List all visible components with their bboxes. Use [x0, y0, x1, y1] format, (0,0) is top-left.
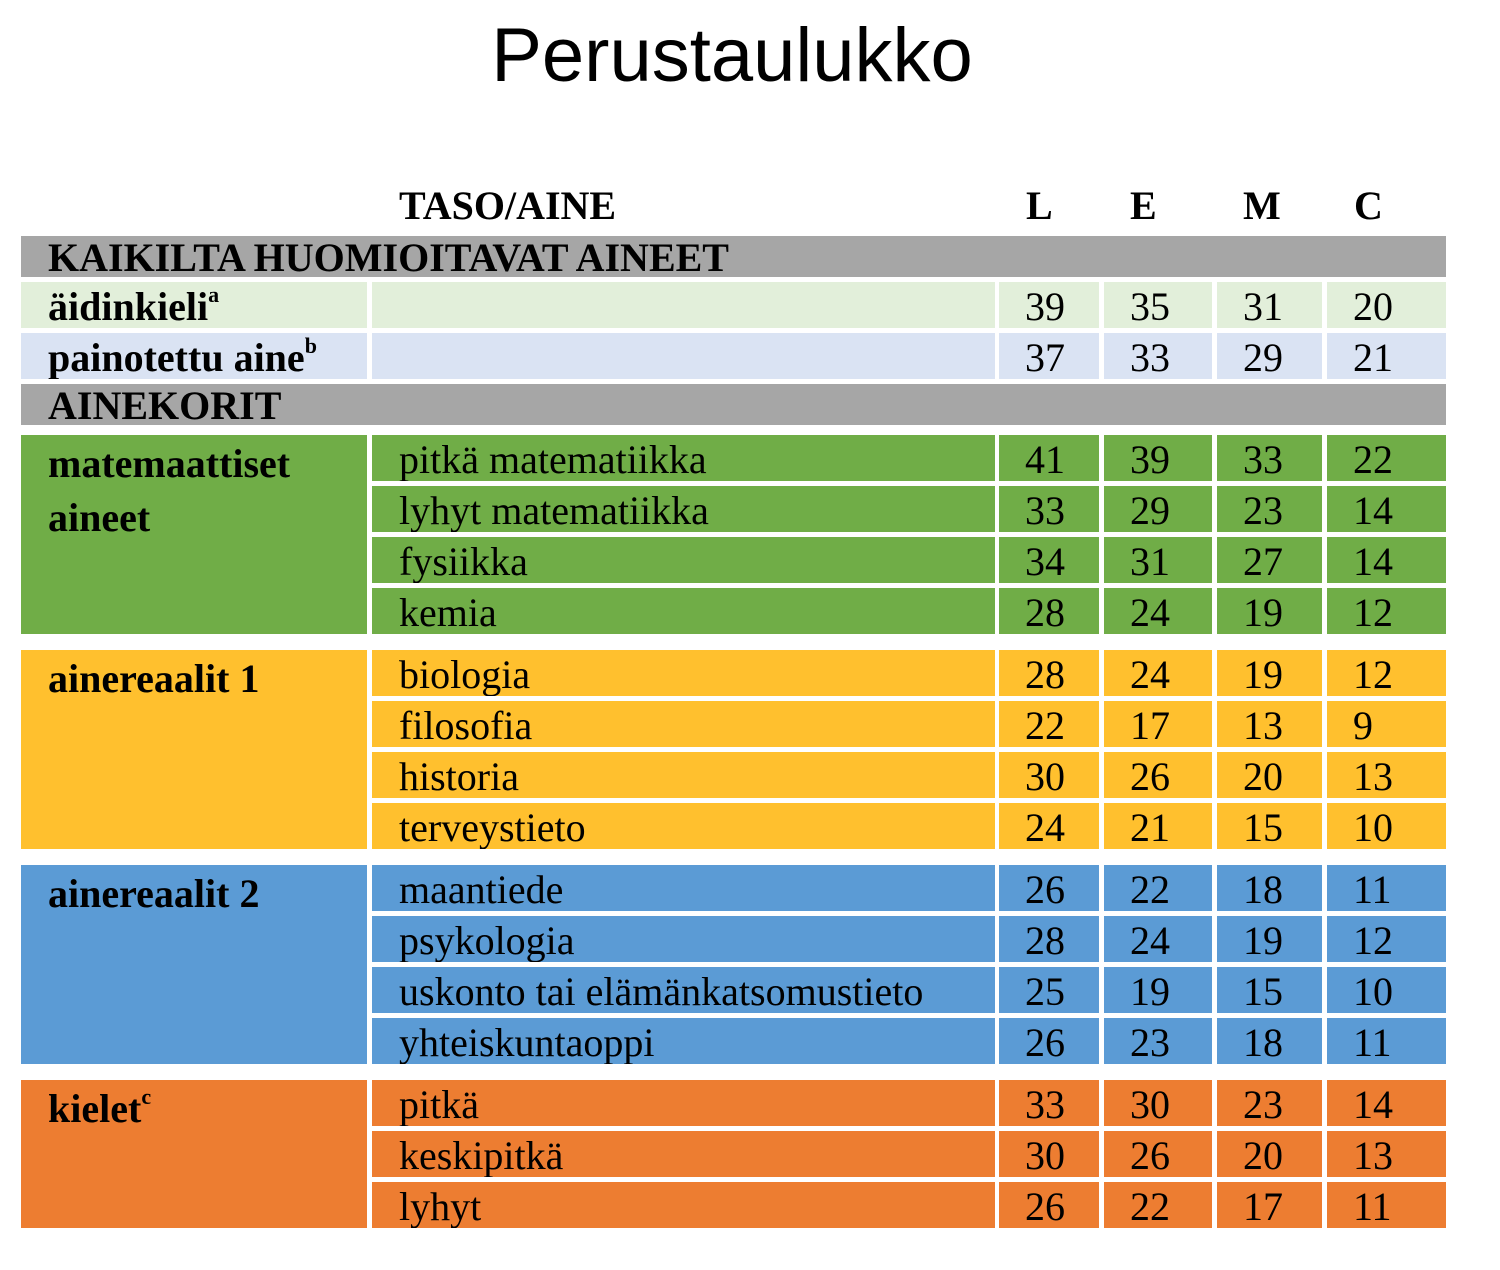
group-0-row-1-value-l: 33 — [999, 486, 1099, 532]
section-common: KAIKILTA HUOMIOITAVAT AINEET — [21, 236, 1446, 277]
group-1-row-2-value-l: 30 — [999, 752, 1099, 798]
group-0-row-1-value-c: 14 — [1327, 486, 1446, 532]
common-row-0-value-c: 20 — [1327, 282, 1446, 328]
group-name — [48, 867, 367, 921]
group-0-row-3-value-m: 19 — [1217, 588, 1322, 634]
group-3-row-0-value-e: 30 — [1104, 1080, 1212, 1126]
group-0-row-0-value-c: 22 — [1327, 435, 1446, 481]
page-title: Perustaulukko — [491, 13, 973, 98]
group-1-row-0-subject: biologia — [372, 650, 995, 696]
group-0-row-0-value-e: 39 — [1104, 435, 1212, 481]
group-name-text: ainereaalit 2 — [48, 871, 260, 916]
group-3-row-1-value-l: 30 — [999, 1131, 1099, 1177]
group-2-row-2-value-m: 15 — [1217, 967, 1322, 1013]
group-1-row-0-value-c: 12 — [1327, 650, 1446, 696]
group-0-row-3-subject: kemia — [372, 588, 995, 634]
group-3-row-0-value-l: 33 — [999, 1080, 1099, 1126]
group-1-row-3-value-l: 24 — [999, 803, 1099, 849]
group-0-row-2-value-c: 14 — [1327, 537, 1446, 583]
group-1-row-3-value-c: 10 — [1327, 803, 1446, 849]
common-row-0-value-e: 35 — [1104, 282, 1212, 328]
group-2-row-3-value-m: 18 — [1217, 1018, 1322, 1064]
group-0-row-3-value-c: 12 — [1327, 588, 1446, 634]
group-1-row-1-subject: filosofia — [372, 701, 995, 747]
group-1-row-2-subject: historia — [372, 752, 995, 798]
footnote-marker: b — [304, 333, 317, 358]
group-1-row-2-value-e: 26 — [1104, 752, 1212, 798]
common-row-1-value-e: 33 — [1104, 333, 1212, 379]
common-row-1-value-c: 21 — [1327, 333, 1446, 379]
group-1-row-1-value-e: 17 — [1104, 701, 1212, 747]
group-0-row-0-value-l: 41 — [999, 435, 1099, 481]
group-name — [48, 1082, 367, 1136]
group-0-row-3-value-l: 28 — [999, 588, 1099, 634]
group-2-row-2-value-l: 25 — [999, 967, 1099, 1013]
group-2-row-1-value-c: 12 — [1327, 916, 1446, 962]
group-1-row-3-value-e: 21 — [1104, 803, 1212, 849]
group-2-row-3-value-c: 11 — [1327, 1018, 1446, 1064]
group-0-row-2-value-m: 27 — [1217, 537, 1322, 583]
footnote-marker: c — [141, 1083, 152, 1109]
group-3-row-2-value-e: 22 — [1104, 1182, 1212, 1228]
group-1-row-3-value-m: 15 — [1217, 803, 1322, 849]
group-2-row-3-subject: yhteiskuntaoppi — [372, 1018, 995, 1064]
group-label-1 — [21, 650, 367, 849]
header-level-m: M — [1243, 183, 1281, 228]
group-1-row-0-value-e: 24 — [1104, 650, 1212, 696]
group-3-row-0-value-m: 23 — [1217, 1080, 1322, 1126]
group-2-row-3-value-l: 26 — [999, 1018, 1099, 1064]
group-2-row-0-subject: maantiede — [372, 865, 995, 911]
common-row-label-0 — [21, 282, 367, 328]
group-3-row-0-subject: pitkä — [372, 1080, 995, 1126]
group-2-row-0-value-c: 11 — [1327, 865, 1446, 911]
group-2-row-2-subject: uskonto tai elämänkatsomustieto — [372, 967, 995, 1013]
group-2-row-2-value-e: 19 — [1104, 967, 1212, 1013]
group-label-2 — [21, 865, 367, 1064]
group-3-row-2-value-c: 11 — [1327, 1182, 1446, 1228]
common-row-1-value-m: 29 — [1217, 333, 1322, 379]
group-3-row-2-value-l: 26 — [999, 1182, 1099, 1228]
group-name — [48, 437, 367, 491]
common-row-label-1 — [21, 333, 367, 379]
group-name-text: ainereaalit 1 — [48, 656, 260, 701]
common-row-0-value-l: 39 — [999, 282, 1099, 328]
group-name-text: matemaattiset — [48, 441, 291, 486]
group-1-row-2-value-m: 20 — [1217, 752, 1322, 798]
group-name-text: kielet — [48, 1086, 142, 1131]
group-0-row-0-subject: pitkä matematiikka — [372, 435, 995, 481]
group-3-row-1-value-e: 26 — [1104, 1131, 1212, 1177]
group-3-row-0-value-c: 14 — [1327, 1080, 1446, 1126]
group-1-row-0-value-l: 28 — [999, 650, 1099, 696]
header-level-l: L — [1026, 183, 1053, 228]
common-row-1-subject — [372, 333, 995, 379]
footnote-marker: a — [208, 282, 220, 307]
group-2-row-1-value-l: 28 — [999, 916, 1099, 962]
group-0-row-1-value-e: 29 — [1104, 486, 1212, 532]
header-subject: TASO/AINE — [399, 183, 617, 228]
group-2-row-1-value-m: 19 — [1217, 916, 1322, 962]
group-0-row-1-subject: lyhyt matematiikka — [372, 486, 995, 532]
group-3-row-1-value-m: 20 — [1217, 1131, 1322, 1177]
group-0-row-2-subject: fysiikka — [372, 537, 995, 583]
group-0-row-2-value-l: 34 — [999, 537, 1099, 583]
group-1-row-1-value-l: 22 — [999, 701, 1099, 747]
common-row-1-value-l: 37 — [999, 333, 1099, 379]
group-1-row-0-value-m: 19 — [1217, 650, 1322, 696]
common-row-0-subject — [372, 282, 995, 328]
common-row-0-value-m: 31 — [1217, 282, 1322, 328]
group-2-row-1-value-e: 24 — [1104, 916, 1212, 962]
group-2-row-0-value-l: 26 — [999, 865, 1099, 911]
group-3-row-1-subject: keskipitkä — [372, 1131, 995, 1177]
group-1-row-1-value-m: 13 — [1217, 701, 1322, 747]
group-1-row-1-value-c: 9 — [1327, 701, 1446, 747]
group-3-row-2-value-m: 17 — [1217, 1182, 1322, 1228]
group-0-row-2-value-e: 31 — [1104, 537, 1212, 583]
group-0-row-0-value-m: 33 — [1217, 435, 1322, 481]
common-row-name: äidinkieli — [48, 284, 209, 328]
group-3-row-1-value-c: 13 — [1327, 1131, 1446, 1177]
header-level-c: C — [1354, 183, 1383, 228]
group-0-row-1-value-m: 23 — [1217, 486, 1322, 532]
group-name-line2: aineet — [48, 495, 151, 540]
section-baskets: AINEKORIT — [21, 384, 1446, 425]
group-label-0 — [21, 435, 367, 634]
group-2-row-3-value-e: 23 — [1104, 1018, 1212, 1064]
group-label-3 — [21, 1080, 367, 1228]
group-1-row-3-subject: terveystieto — [372, 803, 995, 849]
group-2-row-1-subject: psykologia — [372, 916, 995, 962]
group-2-row-0-value-m: 18 — [1217, 865, 1322, 911]
group-name — [48, 652, 367, 706]
group-2-row-2-value-c: 10 — [1327, 967, 1446, 1013]
common-row-name: painotettu aine — [48, 335, 305, 379]
header-level-e: E — [1130, 183, 1157, 228]
group-2-row-0-value-e: 22 — [1104, 865, 1212, 911]
group-0-row-3-value-e: 24 — [1104, 588, 1212, 634]
group-3-row-2-subject: lyhyt — [372, 1182, 995, 1228]
group-1-row-2-value-c: 13 — [1327, 752, 1446, 798]
